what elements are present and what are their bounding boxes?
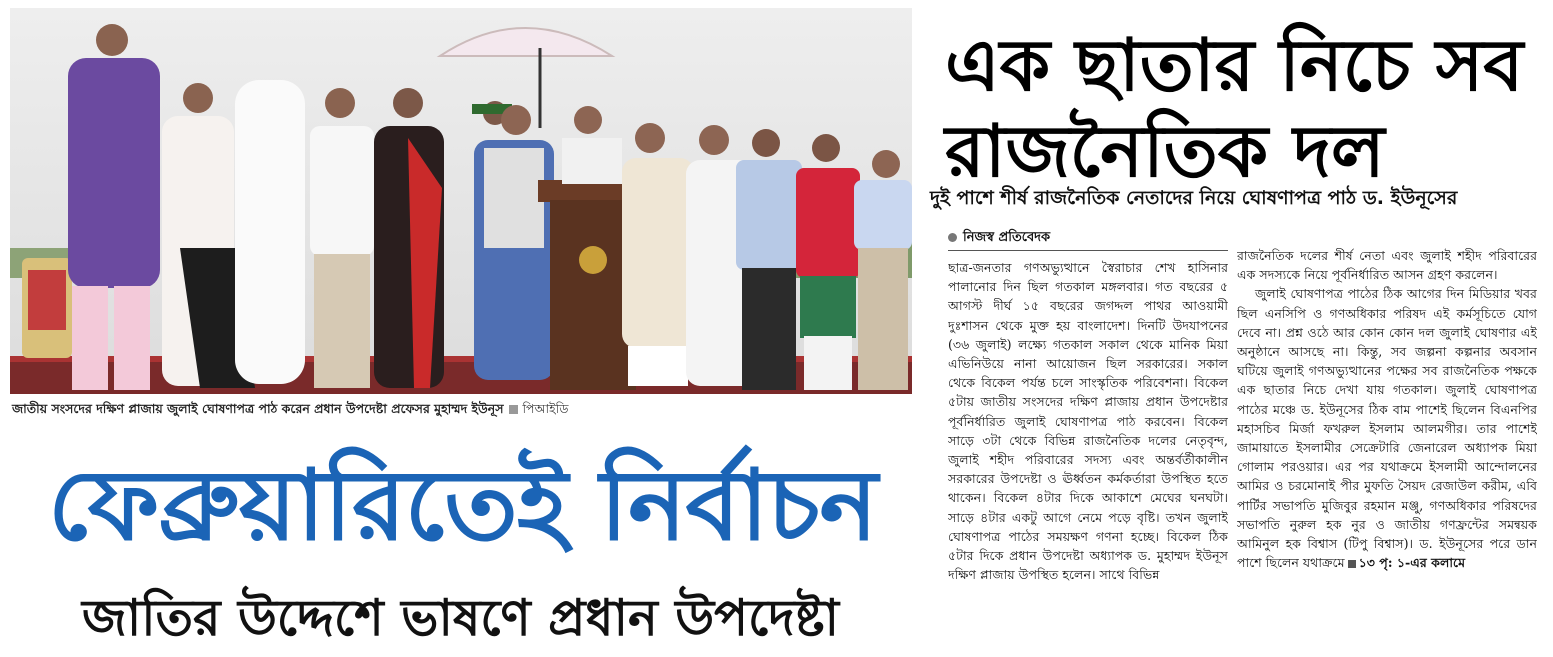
story-column-1 — [948, 258, 1228, 650]
main-subheadline: জাতির উদ্দেশে ভাষণে প্রধান উপদেষ্টা — [82, 589, 839, 647]
byline-divider — [948, 250, 1228, 251]
byline-text: নিজস্ব প্রতিবেদক — [963, 230, 1051, 245]
photo-credit: পিআইডি — [522, 401, 569, 416]
main-headline: ফেব্রুয়ারিতেই নির্বাচন — [48, 449, 877, 563]
story-subtitle: দুই পাশে শীর্ষ রাজনৈতিক নেতাদের নিয়ে ঘোষণাপত্র পাঠ ড. ইউনূসের — [930, 187, 1458, 209]
story-paragraph: রাজনৈতিক দলের শীর্ষ নেতা এবং জুলাই শহীদ পরিবারের এক সদস্যকে নিয়ে পূর্বনির্ধারিত আসন গ্রহণ করলেন। — [1237, 248, 1537, 283]
story-paragraph: ছাত্র-জনতার গণঅভ্যুত্থানে স্বৈরাচার শেখ হাসিনার পালানোর দিন ছিল গতকাল মঙ্গলবার। গত বছরের ৫ আগস্ট দীর্ঘ ১৫ বছরের জগদ্দল পাথর আওয়ামী দুঃশাসন থেকে মুক্ত হয় বাংলাদেশ। দিনটি উদযাপনের (৩৬ জুলাই) লক্ষ্যে গতকাল সকাল থেকে মানিক মিয়া এভিনিউয়ে নানা আয়োজন ছিল সরকারের। সকাল থেকে বিকেল পর্যন্ত চলে সাংস্কৃতিক পরিবেশনা। বিকেল ৫টায় জাতীয় সংসদের দক্ষিণ প্লাজায় প্রধান উপদেষ্টার পূর্বনির্ধারিত জুলাই ঘোষণাপত্র পাঠ করবেন। বিকেল সাড়ে ৩টা থেকে বিভিন্ন রাজনৈতিক দলের নেতৃবৃন্দ, জুলাই শহীদ পরিবারের সদস্য এবং অন্তর্বর্তীকালীন সরকারের উপদেষ্টা ও ঊর্ধ্বতন কর্মকর্তারা উপস্থিত হতে থাকেন। বিকেল ৪টার দিকে আকাশে মেঘের ঘনঘটা। সাড়ে ৪টার একটু আগে নেমে পড়ে বৃষ্টি। তখন জুলাই ঘোষণাপত্র পাঠের সময়ক্ষণ গণনা হচ্ছে। বিকেল ঠিক ৫টার দিকে প্রধান উপদেষ্টা অধ্যাপক ড. মুহাম্মদ ইউনূস দক্ষিণ প্লাজায় উপস্থিত হলেন। সাথে বিভিন্ন — [948, 260, 1228, 583]
story-paragraph-text: জুলাই ঘোষণাপত্র পাঠের ঠিক আগের দিন মিডিয়ার খবর ছিল এনসিপি ও গণঅধিকার পরিষদ এই কর্মসূচিতে যোগ দেবে না। প্রশ্ন ওঠে আর কোন কোন দল জুলাই ঘোষণার এই অনুষ্ঠানে আসছে না। কিন্তু, সব জল্পনা কল্পনার অবসান ঘটিয়ে জুলাই গণঅভ্যুত্থানের পক্ষের সব রাজনৈতিক পক্ষকে এক ছাতার নিচে দেখা যায় গতকাল। জুলাই ঘোষণাপত্র পাঠের মঞ্চে ড. ইউনূসের ঠিক বাম পাশেই ছিলেন বিএনপির মহাসচিব মির্জা ফখরুল ইসলাম আলমগীর। তার পাশেই জামায়াতে ইসলামীর সেক্রেটারি জেনারেল অধ্যাপক মিয়া গোলাম পরওয়ার। এর পর যথাক্রমে ইসলামী আন্দোলনের আমির ও চরমোনাই পীর মুফতি সৈয়দ রেজাউল করীম, এবি পার্টির সভাপতি মুজিবুর রহমান মঞ্জু, গণঅধিকার পরিষদের সভাপতি নুরুল হক নুর ও জাতীয় গণফ্রন্টের সমন্বয়ক আমিনুল হক বিশ্বাস (টিপু বিশ্বাস)। ড. ইউনূসের পরে ডান পাশে ছিলেন যথাক্রমে — [1237, 286, 1537, 571]
story-paragraph — [1237, 284, 1537, 572]
credit-square-icon — [509, 405, 518, 414]
caption-text: জাতীয় সংসদের দক্ষিণ প্লাজায় জুলাই ঘোষণাপত্র পাঠ করেন প্রধান উপদেষ্টা প্রফেসর মুহাম্মদ ইউনূস — [12, 401, 504, 416]
story-column-2 — [1237, 246, 1537, 650]
byline-dot-icon — [948, 233, 957, 242]
photo-caption — [12, 401, 912, 421]
story-title: এক ছাতার নিচে সব রাজনৈতিক দল — [945, 23, 1524, 193]
jump-square-icon — [1348, 560, 1356, 568]
stage-scene-illustration — [10, 8, 912, 394]
news-photo — [10, 8, 912, 394]
byline — [948, 228, 1228, 249]
continued-on-link[interactable]: ১৩ পৃ: ১-এর কলামে — [1358, 555, 1466, 571]
